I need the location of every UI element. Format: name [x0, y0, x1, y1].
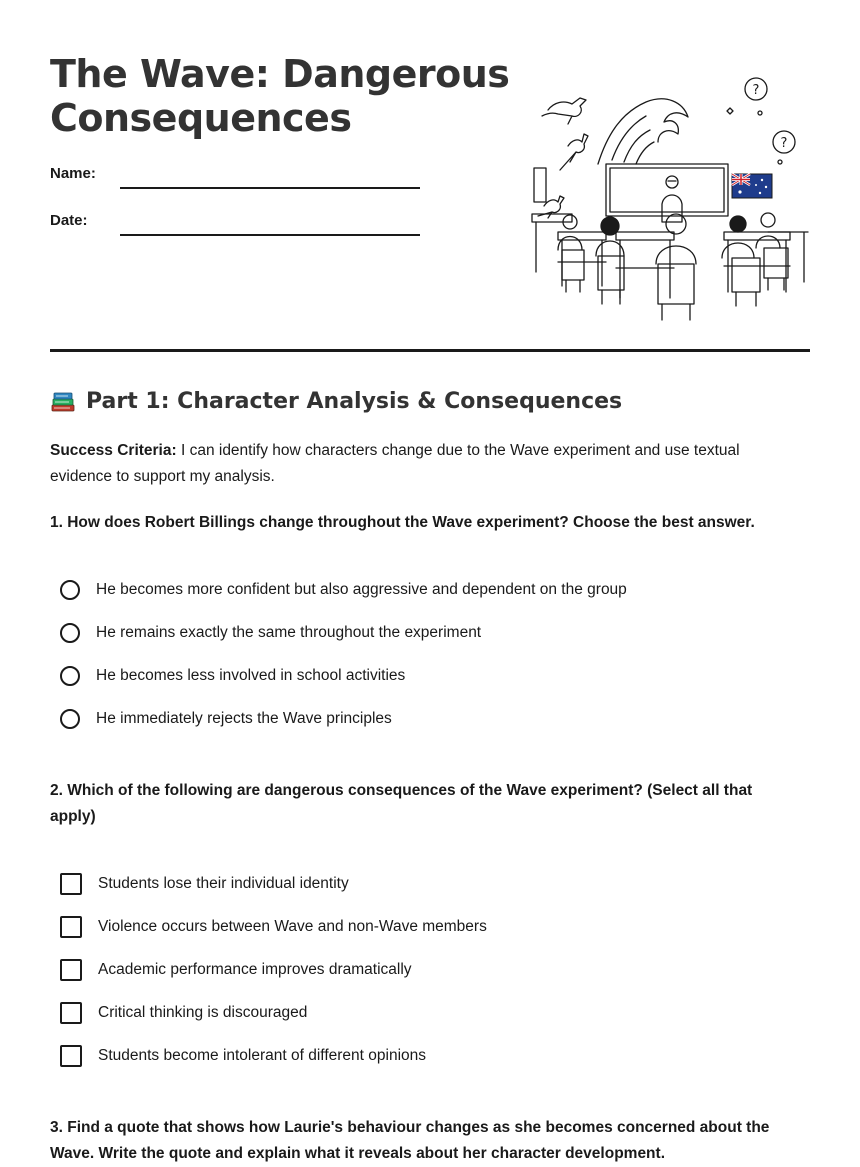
q2-option-label: Violence occurs between Wave and non-Wave members	[98, 918, 487, 935]
q2-option-label: Academic performance improves dramatically	[98, 961, 412, 978]
kangaroo-drawing	[542, 98, 586, 124]
question-mark-2: ?	[780, 136, 788, 151]
australian-flag-drawing	[732, 174, 772, 198]
date-field[interactable]	[120, 234, 420, 236]
q1-option-3[interactable]	[60, 663, 405, 689]
radio-button[interactable]	[60, 580, 80, 600]
radio-button[interactable]	[60, 666, 80, 686]
question-2: 2. Which of the following are dangerous consequences of the Wave experiment? (Select all that apply)	[50, 782, 753, 825]
q1-option-label: He remains exactly the same throughout the experiment	[96, 624, 482, 641]
part1-heading-text: Part 1: Character Analysis & Consequences	[86, 388, 623, 414]
q1-option-label: He becomes less involved in school activities	[96, 667, 406, 684]
q2-option-4[interactable]	[60, 1000, 307, 1026]
books-icon	[50, 388, 76, 414]
checkbox[interactable]	[60, 1002, 82, 1024]
q1-option-1[interactable]	[60, 577, 627, 603]
q2-option-label: Students become intolerant of different opinions	[98, 1047, 427, 1064]
name-label: Name:	[50, 165, 96, 182]
teacher-drawing	[666, 176, 678, 188]
q1-option-2[interactable]	[60, 620, 481, 646]
q1-option-4[interactable]	[60, 706, 392, 732]
q2-option-2[interactable]	[60, 914, 487, 940]
wave-drawing	[598, 99, 688, 164]
success-criteria	[50, 438, 790, 490]
checkbox[interactable]	[60, 959, 82, 981]
part1-heading	[50, 388, 622, 414]
question-3: 3. Find a quote that shows how Laurie's behaviour changes as she becomes concerned about the Wave. Write the quote and explain what it reveals about her character development.	[50, 1119, 770, 1162]
success-criteria-label: Success Criteria:	[50, 442, 177, 459]
q1-option-label: He becomes more confident but also aggressive and dependent on the group	[96, 581, 627, 598]
question-1: 1. How does Robert Billings change throughout the Wave experiment? Choose the best answer.	[50, 514, 755, 531]
checkbox[interactable]	[60, 1045, 82, 1067]
radio-button[interactable]	[60, 623, 80, 643]
whiteboard-drawing	[606, 164, 728, 216]
q2-option-label: Critical thinking is discouraged	[98, 1004, 308, 1021]
q2-option-5[interactable]	[60, 1043, 426, 1069]
q2-option-1[interactable]	[60, 871, 349, 897]
success-criteria-text: I can identify how characters change due to the Wave experiment and use textual evidence to support my analysis.	[50, 442, 740, 485]
checkbox[interactable]	[60, 873, 82, 895]
page-title: The Wave: Dangerous Consequences	[50, 52, 510, 140]
question-mark-1: ?	[752, 83, 760, 98]
checkbox[interactable]	[60, 916, 82, 938]
q2-option-3[interactable]	[60, 957, 412, 983]
q2-option-label: Students lose their individual identity	[98, 875, 349, 892]
radio-button[interactable]	[60, 709, 80, 729]
q1-option-label: He immediately rejects the Wave principles	[96, 710, 392, 727]
date-label: Date:	[50, 212, 88, 229]
header-divider	[50, 349, 810, 352]
name-field[interactable]	[120, 187, 420, 189]
classroom-wave-illustration	[528, 72, 810, 324]
